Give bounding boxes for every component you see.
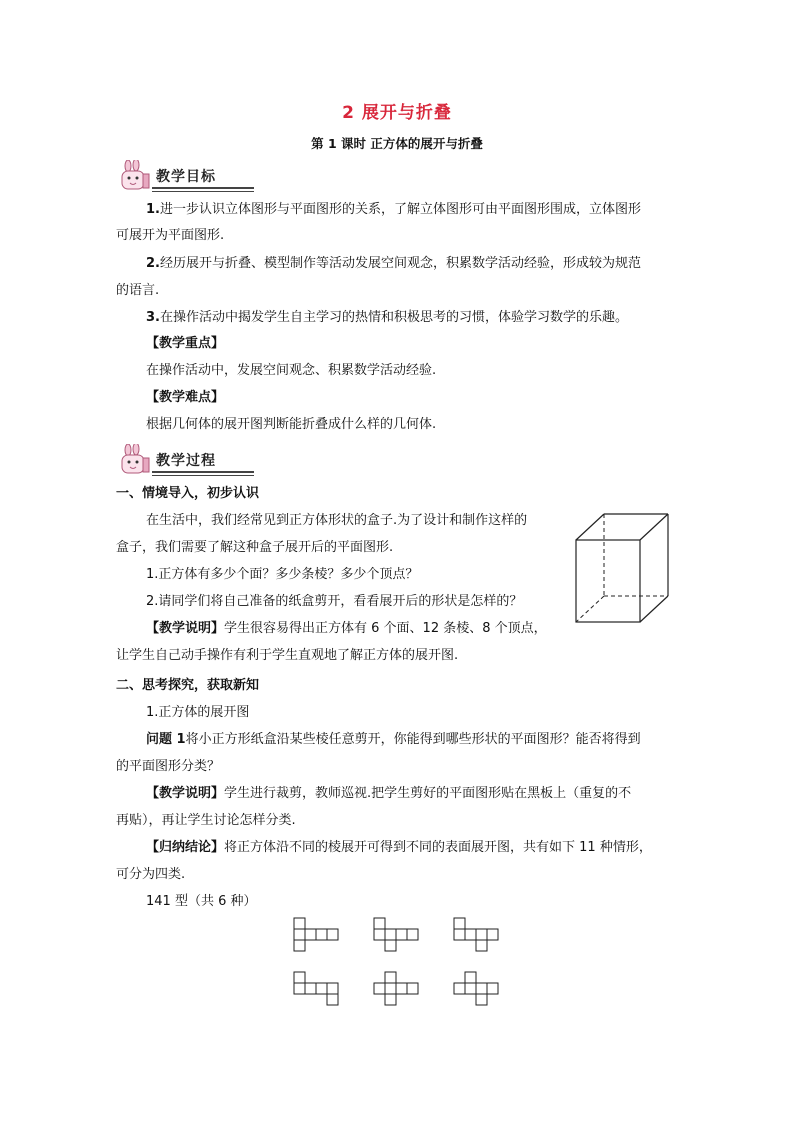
s2-note-line-a: 【教学说明】学生进行裁剪，教师巡视.把学生剪好的平面图形贴在黑板上（重复的不 xyxy=(146,786,632,801)
s2-subheading: 1.正方体的展开图 xyxy=(146,705,250,720)
s2-question-line-a: 问题 1将小正方形纸盒沿某些棱任意剪开，你能得到哪些形状的平面图形？能否将得到 xyxy=(146,732,641,747)
s1-question-2: 2.请同学们将自己准备的纸盒剪开，看看展开后的形状是怎样的？ xyxy=(146,594,523,609)
key-point-text: 在操作活动中，发展空间观念、积累数学活动经验. xyxy=(146,363,437,378)
lesson-subtitle: 第 1 课时 正方体的展开与折叠 xyxy=(311,136,483,151)
section-1-heading: 一、情境导入，初步认识 xyxy=(116,486,260,501)
key-point-label: 【教学重点】 xyxy=(146,336,225,351)
s1-note-line-a: 【教学说明】学生很容易得出正方体有 6 个面、12 条棱、8 个顶点， xyxy=(146,621,547,636)
s1-note-line-b: 让学生自己动手操作有利于学生直观地了解正方体的展开图. xyxy=(116,648,459,663)
type-141-label: 141 型（共 6 种） xyxy=(146,894,257,909)
s1-question-1: 1.正方体有多少个面？多少条棱？多少个顶点？ xyxy=(146,567,419,582)
s2-note-line-b: 再贴），再让学生讨论怎样分类. xyxy=(116,813,296,828)
s2-conclusion-line-a: 【归纳结论】将正方体沿不同的棱展开可得到不同的表面展开图，共有如下 11 种情形， xyxy=(146,840,652,855)
goal-1-line-b: 可展开为平面图形. xyxy=(116,228,225,243)
goal-2-line-a: 2.经历展开与折叠、模型制作等活动发展空间观念，积累数学活动经验，形成较为规范 xyxy=(146,256,641,271)
goal-2-line-b: 的语言. xyxy=(116,283,160,298)
banner-label: 教学过程 xyxy=(156,453,216,469)
cube-nets-figure xyxy=(292,914,512,1010)
s1-paragraph-line-b: 盒子，我们需要了解这种盒子展开后的平面图形. xyxy=(116,540,394,555)
lesson-title: 2 展开与折叠 xyxy=(342,103,452,123)
section-banner-process xyxy=(116,444,254,476)
goal-1-line-a: 1.进一步认识立体图形与平面图形的关系，了解立体图形可由平面图形围成，立体图形 xyxy=(146,202,641,217)
cube-figure xyxy=(574,512,670,624)
difficulty-label: 【教学难点】 xyxy=(146,390,225,405)
difficulty-text: 根据几何体的展开图判断能折叠成什么样的几何体. xyxy=(146,417,437,432)
rabbit-mascot-icon xyxy=(116,444,154,476)
s2-conclusion-line-b: 可分为四类. xyxy=(116,867,186,882)
section-2-heading: 二、思考探究，获取新知 xyxy=(116,678,260,693)
s2-question-line-b: 的平面图形分类？ xyxy=(116,759,221,774)
banner-label: 教学目标 xyxy=(156,169,216,185)
s1-paragraph-line-a: 在生活中，我们经常见到正方体形状的盒子.为了设计和制作这样的 xyxy=(146,513,528,528)
goal-3: 3.在操作活动中揭发学生自主学习的热情和积极思考的习惯，体验学习数学的乐趣。 xyxy=(146,310,628,325)
section-banner-goals xyxy=(116,160,254,192)
rabbit-mascot-icon xyxy=(116,160,154,192)
